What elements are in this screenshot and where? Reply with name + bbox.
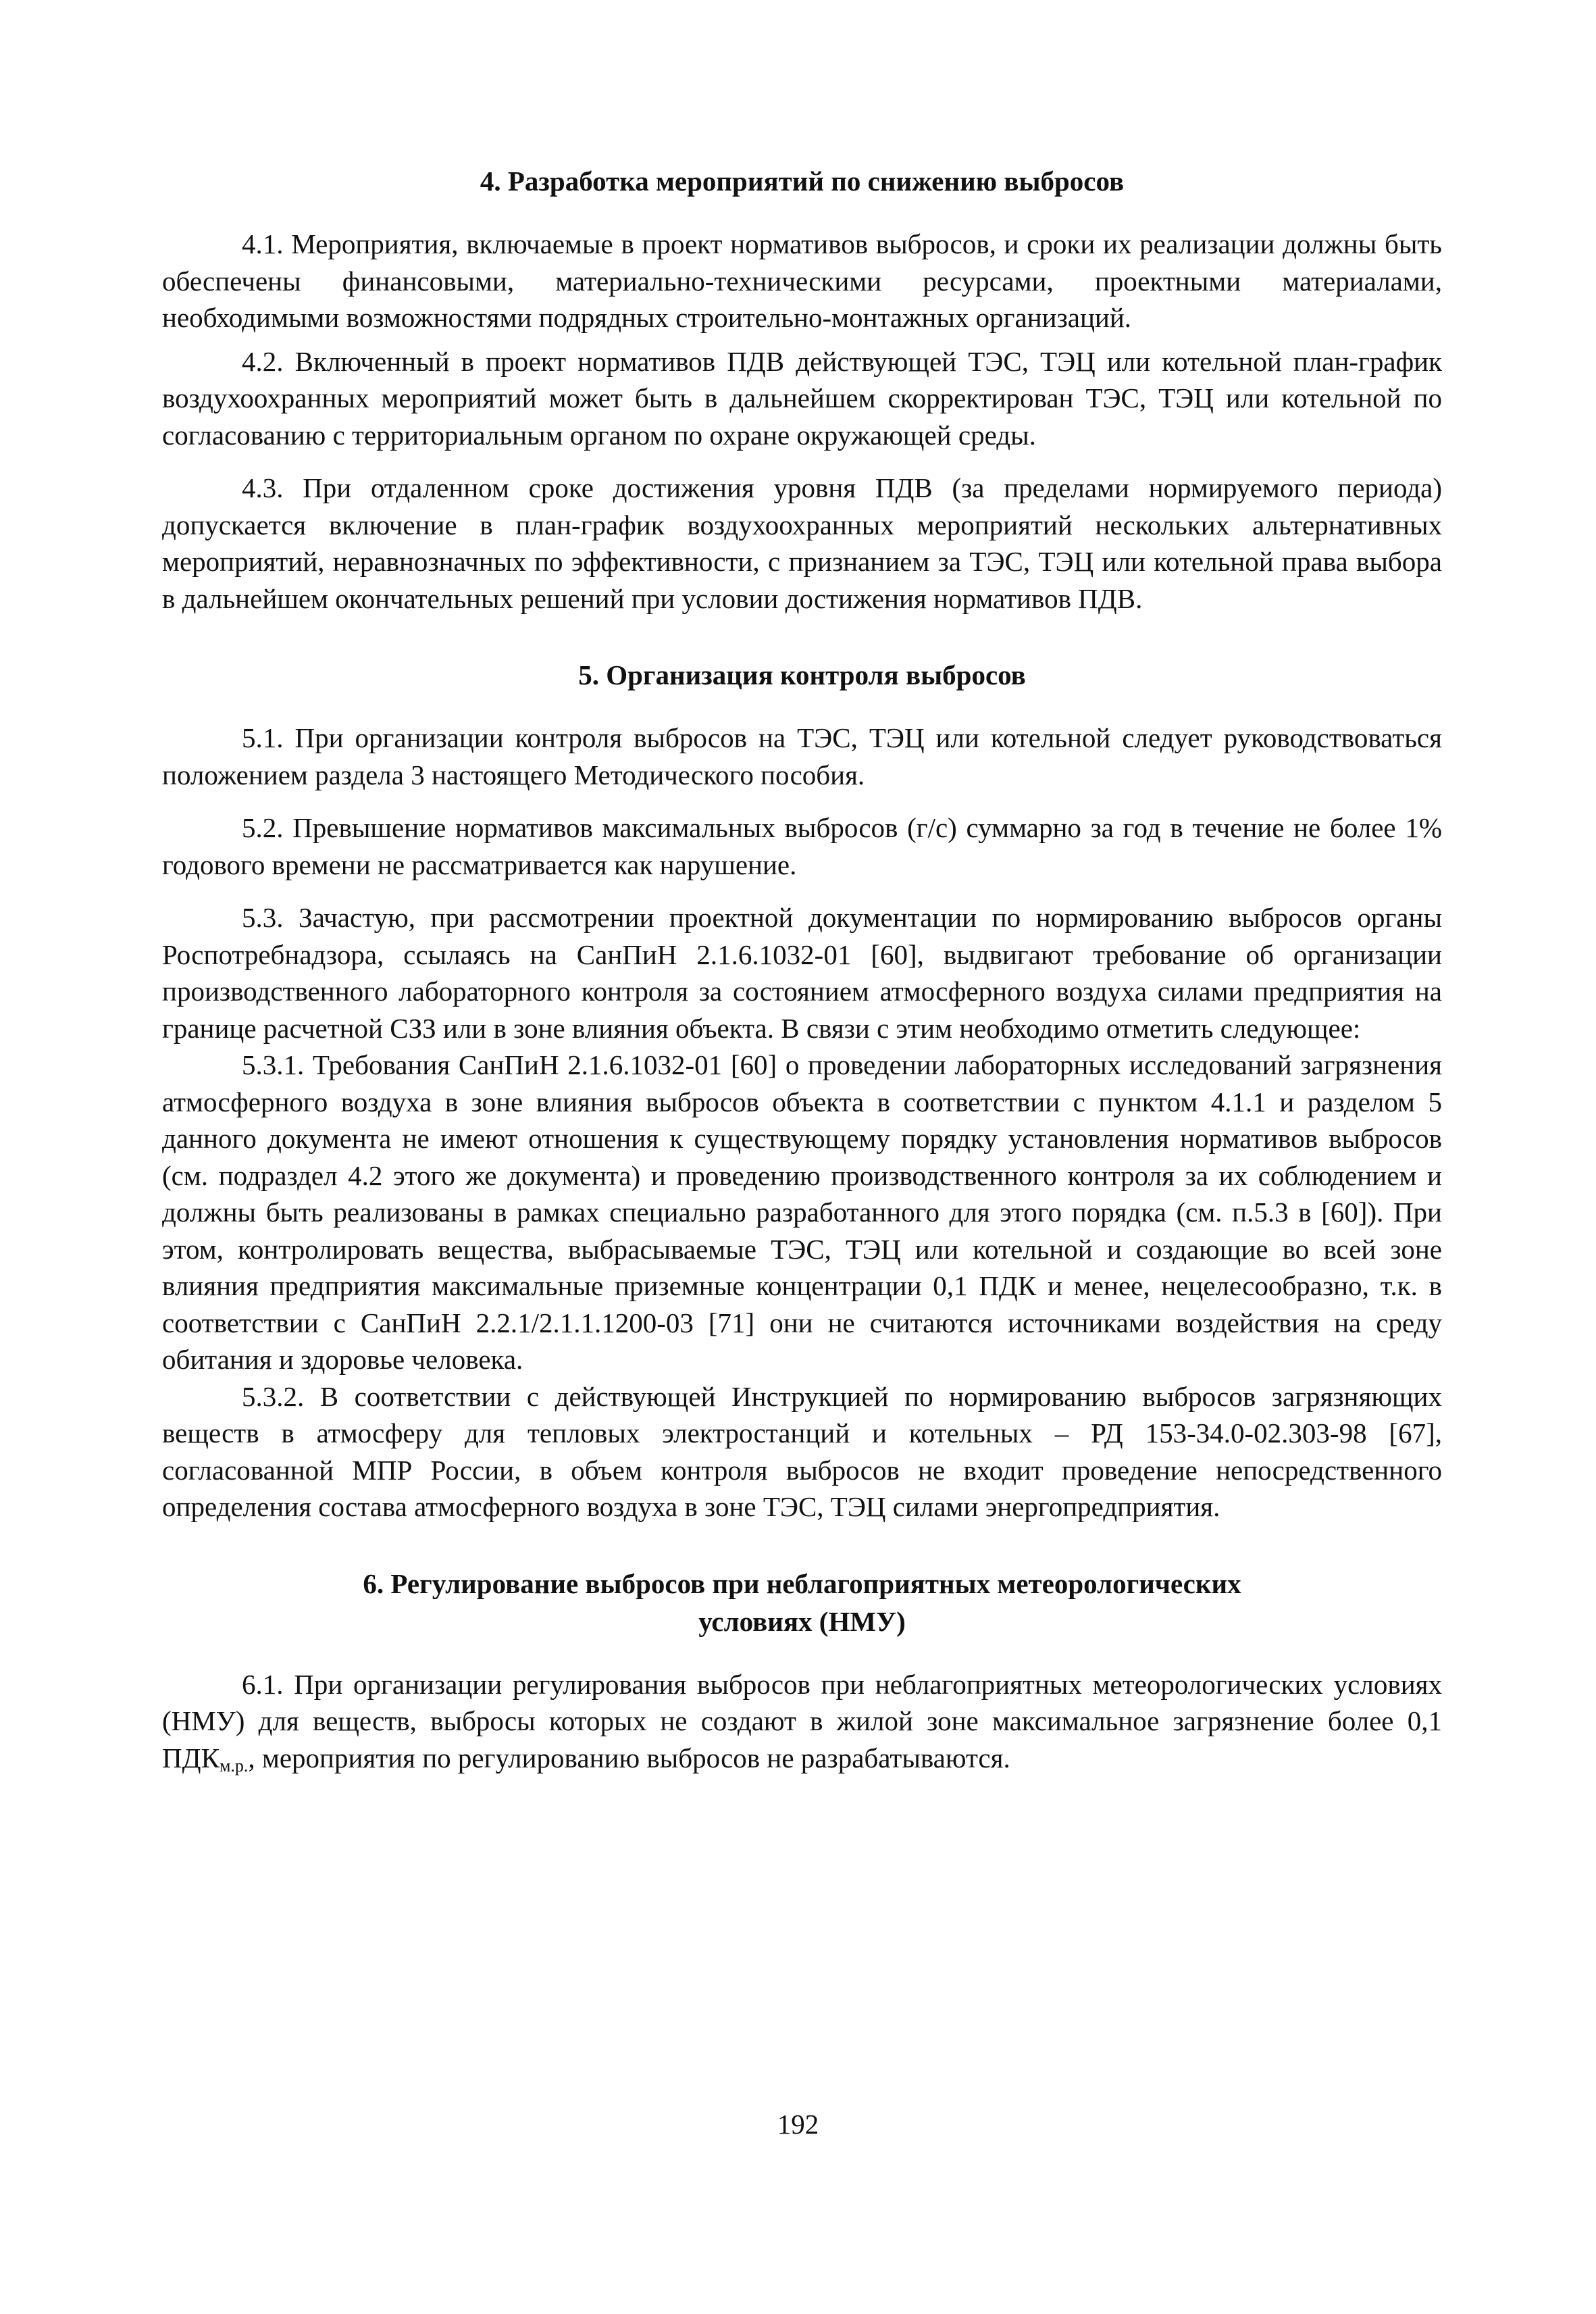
section-4-heading: 4. Разработка мероприятий по снижению выбросов — [480, 166, 1125, 197]
paragraph-5-1: 5.1. При организации контроля выбросов на ТЭС, ТЭЦ или котельной следует руководствоваться положением раздела 3 настоящего Методического пособия. — [162, 722, 1442, 790]
section-6-heading-line-1: 6. Регулирование выбросов при неблагоприятных метеорологических — [363, 1567, 1241, 1599]
section-6-heading-line-2: условиях (НМУ) — [698, 1605, 906, 1637]
pdk-subscript: м.р. — [219, 1755, 249, 1776]
paragraph-5-3: 5.3. Зачастую, при рассмотрении проектной документации по нормированию выбросов органы Роспотребнадзора, ссылаясь на СанПиН 2.1.6.1032-01 [60], выдвигают требование об организации производственного лабораторного контроля за состоянием атмосферного воздуха силами предприятия на границе расчетной СЗЗ или в зоне влияния объекта. В связи с этим необходимо отметить следующее: — [162, 902, 1442, 1044]
paragraph-4-3: 4.3. При отдаленном сроке достижения уровня ПДВ (за пределами нормируемого периода) допускается включение в план-график воздухоохранных мероприятий нескольких альтернативных мероприятий, неравнозначных по эффективности, с признанием за ТЭС, ТЭЦ или котельной права выбора в дальнейшем окончательных решений при условии достижения нормативов ПДВ. — [162, 472, 1442, 614]
paragraph-5-2: 5.2. Превышение нормативов максимальных выбросов (г/с) суммарно за год в течение не более 1% годового времени не рассматривается как нарушение. — [162, 812, 1442, 880]
page-number: 192 — [777, 2109, 819, 2140]
section-5-heading: 5. Организация контроля выбросов — [578, 659, 1026, 690]
paragraph-4-2: 4.2. Включенный в проект нормативов ПДВ действующей ТЭС, ТЭЦ или котельной план-график воздухоохранных мероприятий может быть в дальнейшем скорректирован ТЭС, ТЭЦ или котельной по согласованию с территориальным органом по охране окружающей среды. — [162, 345, 1442, 451]
paragraph-5-3-2: 5.3.2. В соответствии с действующей Инструкцией по нормированию выбросов загрязняющих веществ в атмосферу для тепловых электростанций и котельных – РД 153-34.0-02.303-98 [67], согласованной МПР России, в объем контроля выбросов не входит проведение непосредственного определения состава атмосферного воздуха в зоне ТЭС, ТЭЦ силами энергопредприятия. — [162, 1380, 1442, 1522]
paragraph-5-3-1: 5.3.1. Требования СанПиН 2.1.6.1032-01 [60] о проведении лабораторных исследований загрязнения атмосферного воздуха в зоне влияния выбросов объекта в соответствии с пунктом 4.1.1 и разделом 5 данного документа не имеют отношения к существующему порядку установления нормативов выбросов (см. подраздел 4.2 этого же документа) и проведению производственного контроля за их соблюдением и должны быть реализованы в рамках специально разработанного для этого порядка (см. п.5.3 в [60]). При этом, контролировать вещества, выбрасываемые ТЭС, ТЭЦ или котельной и создающие во всей зоне влияния предприятия максимальные приземные концентрации 0,1 ПДК и менее, нецелесообразно, т.к. в соответствии с СанПиН 2.2.1/2.1.1.1200-03 [71] они не считаются источниками воздействия на среду обитания и здоровье человека. — [162, 1049, 1442, 1375]
paragraph-6-1 — [162, 1666, 1442, 1785]
paragraph-6-1-text: 6.1. При организации регулирования выбросов при неблагоприятных метеорологических условиях (НМУ) для веществ, выбросы которых не создают в жилой зоне максимальное загрязнение более 0,1 ПДК — [162, 1668, 1442, 1774]
section-6-heading — [162, 1565, 1442, 1640]
page-content — [162, 162, 1442, 1784]
paragraph-6-1-tail: , мероприятия по регулированию выбросов не разрабатываются. — [248, 1742, 1010, 1774]
paragraph-4-1: 4.1. Мероприятия, включаемые в проект нормативов выбросов, и сроки их реализации должны быть обеспечены финансовыми, материально-техническими ресурсами, проектными материалами, необходимыми возможностями подрядных строительно-монтажных организаций. — [162, 228, 1442, 333]
